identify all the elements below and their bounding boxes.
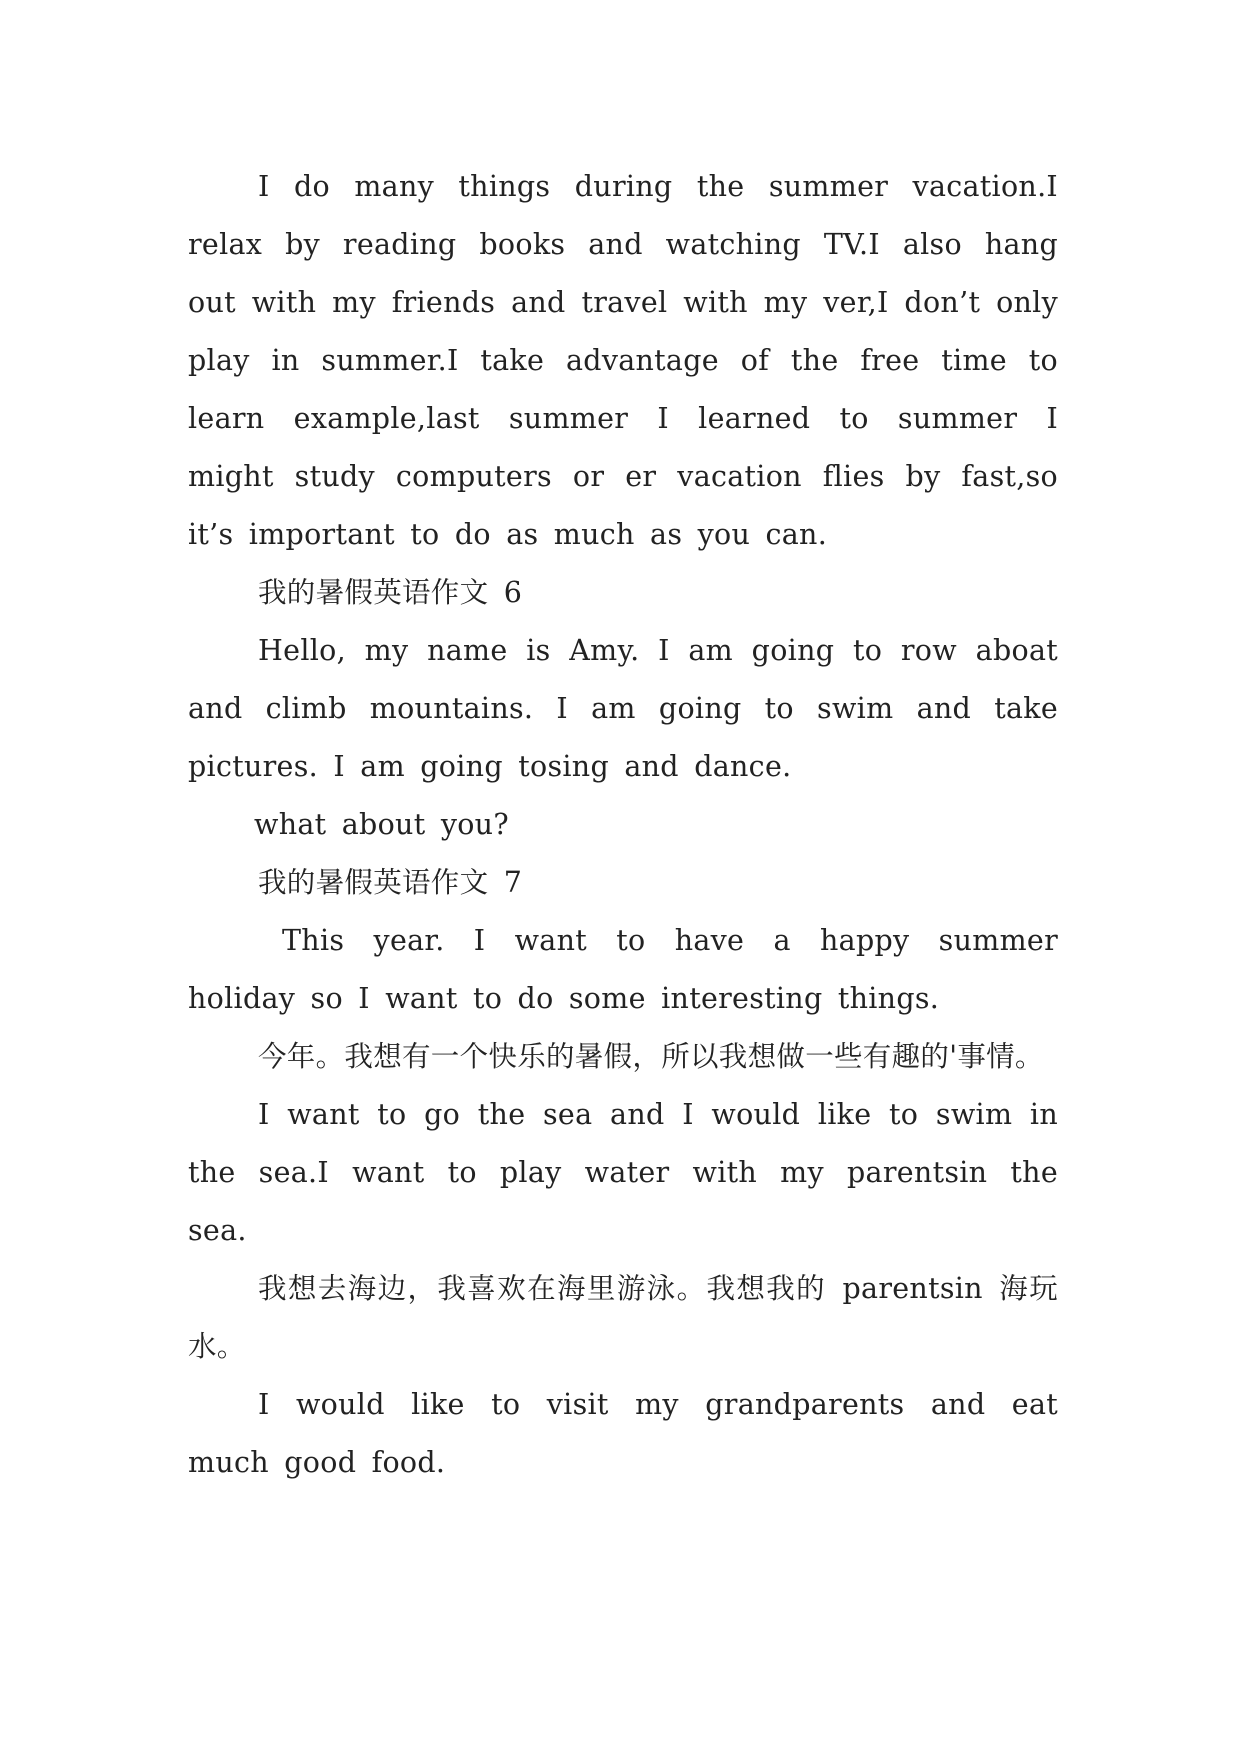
paragraph-go-sea: I want to go the sea and I would like to swim in the sea.I want to play water with my parentsin the sea. [188,1098,1058,1247]
paragraph-this-year: This year. I want to have a happy summer holiday so I want to do some interesting things. [188,924,1058,1015]
essay-heading-7: 我的暑假英语作文 7 [258,866,523,899]
essay-heading-6: 我的暑假英语作文 6 [258,576,523,609]
document-body [188,158,1058,1492]
paragraph-what-about-you: what about you? [254,808,509,841]
paragraph-grandparents: I would like to visit my grandparents and eat much good food. [188,1388,1058,1479]
paragraph-amy: Hello, my name is Amy. I am going to row aboat and climb mountains. I am going to swim and take pictures. I am going tosing and dance. [188,634,1058,783]
paragraph-chinese-sea: 我想去海边，我喜欢在海里游泳。我想我的 parentsin 海玩水。 [188,1272,1058,1363]
paragraph-summer-vacation: I do many things during the summer vacation.I relax by reading books and watching TV.I also hang out with my friends and travel with my ver,I don’t only play in summer.I take advantage of the free time to learn example,last summer I learned to summer I might study computers or er vacation flies by fast,so it’s important to do as much as you can. [188,170,1058,551]
paragraph-chinese-this-year: 今年。我想有一个快乐的暑假，所以我想做一些有趣的'事情。 [258,1040,1044,1073]
